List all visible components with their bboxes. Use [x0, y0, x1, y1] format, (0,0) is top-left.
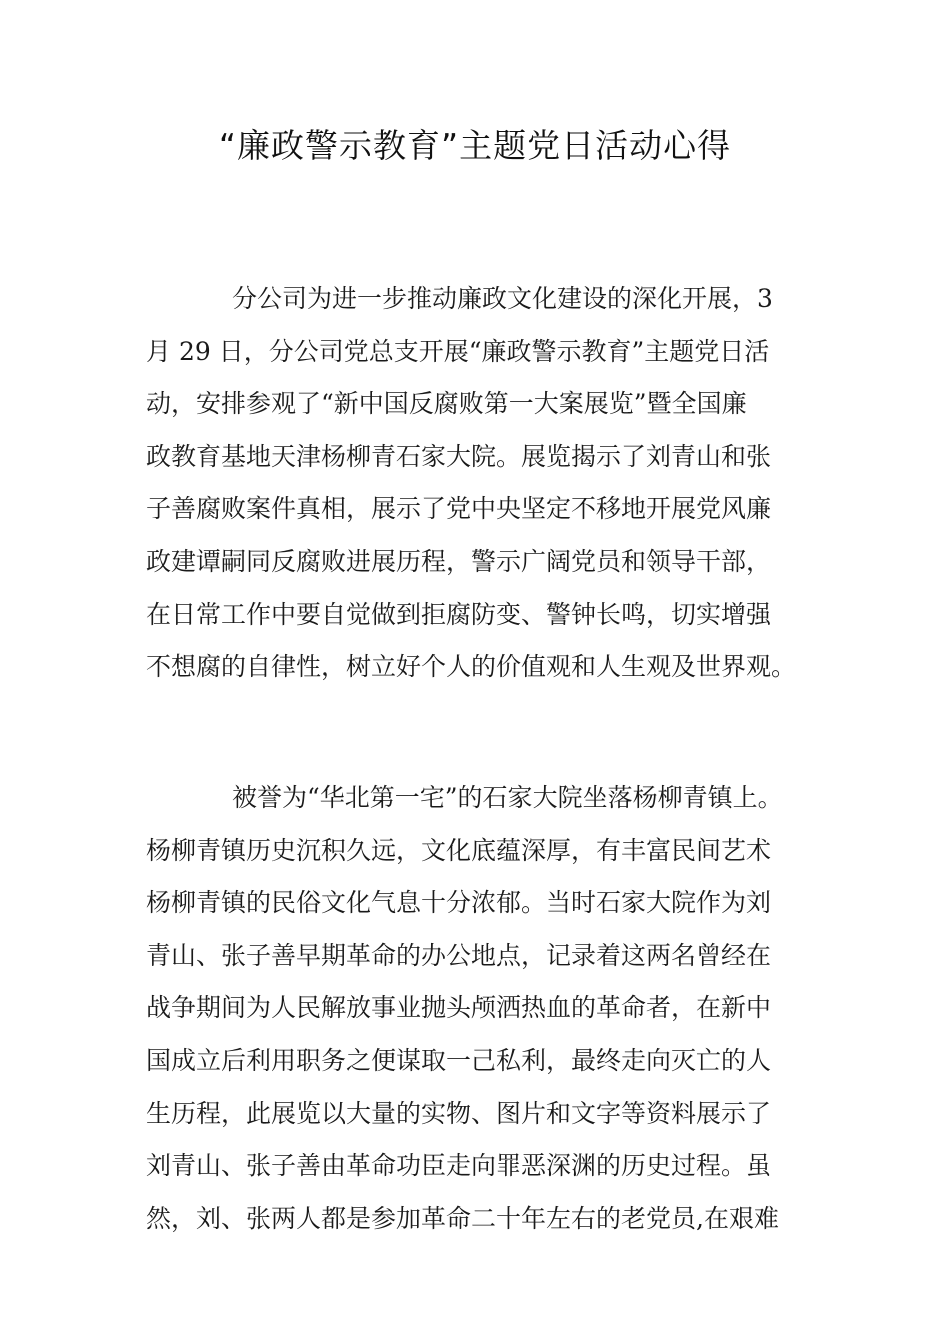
paragraph-line: 月 29 日，分公司党总支开展“廉政警示教育”主题党日活 — [146, 336, 770, 366]
document-title: “廉政警示教育”主题党日活动心得 — [218, 126, 732, 165]
paragraph-line: 刘青山、张子善由革命功臣走向罪恶深渊的历史过程。虽 — [146, 1151, 772, 1181]
paragraph-line: 然，刘、张两人都是参加革命二十年左右的老党员,在艰难 — [146, 1203, 779, 1233]
paragraph-line: 政建谭嗣同反腐败进展历程，警示广阔党员和领导干部， — [146, 546, 772, 576]
paragraph-line: 杨柳青镇历史沉积久远，文化底蕴深厚，有丰富民间艺术 — [146, 835, 772, 865]
paragraph-line: 战争期间为人民解放事业抛头颅洒热血的革命者，在新中 — [146, 993, 772, 1023]
paragraph-line: 政教育基地天津杨柳青石家大院。展览揭示了刘青山和张 — [146, 441, 772, 471]
paragraph-line: 在日常工作中要自觉做到拒腐防变、警钟长鸣，切实增强 — [146, 599, 772, 629]
paragraph-line: 不想腐的自律性，树立好个人的价值观和人生观及世界观。 — [146, 652, 797, 682]
paragraph-line: 分公司为进一步推动廉政文化建设的深化开展，3 — [232, 284, 773, 313]
paragraph-2 — [146, 772, 826, 1245]
paragraph-line: 杨柳青镇的民俗文化气息十分浓郁。当时石家大院作为刘 — [146, 888, 772, 918]
paragraph-line: 青山、张子善早期革命的办公地点，记录着这两名曾经在 — [146, 940, 772, 970]
paragraph-line: 国成立后利用职务之便谋取一己私利，最终走向灭亡的人 — [146, 1045, 772, 1075]
paragraph-line: 生历程，此展览以大量的实物、图片和文字等资料展示了 — [146, 1098, 772, 1128]
paragraph-line: 动，安排参观了“新中国反腐败第一大案展览”暨全国廉 — [146, 389, 747, 419]
paragraph-line: 被誉为“华北第一宅”的石家大院坐落杨柳青镇上。 — [232, 783, 783, 812]
paragraph-line: 子善腐败案件真相，展示了党中央坚定不移地开展党风廉 — [146, 494, 772, 524]
paragraph-1 — [146, 273, 826, 694]
